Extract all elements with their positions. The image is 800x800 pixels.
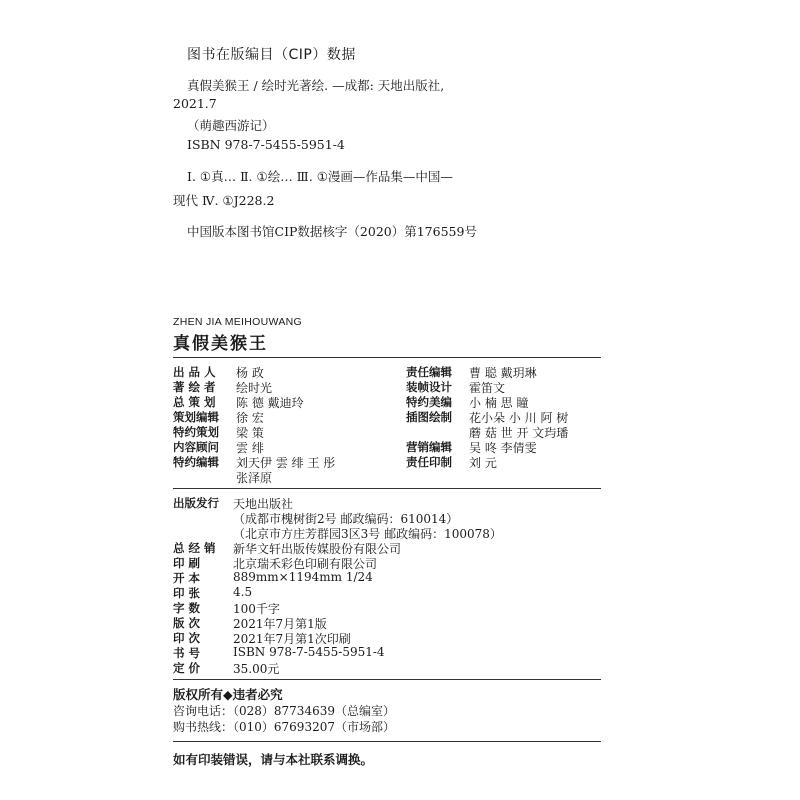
pub-info-value: 35.00元 <box>233 662 280 676</box>
credit-names: 吴 咚 李倩雯 <box>469 441 537 455</box>
misprint-notice: 如有印装错误，请与本社联系调换。 <box>173 752 374 767</box>
credit-role: 总 策 划 <box>173 395 216 409</box>
credit-role: 特约策划 <box>173 425 219 439</box>
credit-row <box>406 454 497 471</box>
credit-role: 策划编辑 <box>173 410 219 424</box>
copyright-notice: 版权所有◆违者必究 <box>173 687 283 702</box>
credit-role: 插图绘制 <box>406 410 452 424</box>
pub-info-value: 889mm×1194mm 1/24 <box>233 570 373 584</box>
pub-info-value: ISBN 978-7-5455-5951-4 <box>233 645 385 659</box>
pub-info-row <box>173 585 252 601</box>
publisher-address: （成都市槐树街2号 邮政编码：610014） <box>233 512 459 526</box>
credit-names: 蘑 菇 世 开 文玙璠 <box>469 426 569 440</box>
credit-names: 杨 政 <box>236 366 264 380</box>
cip-line: Ⅰ. ①真… Ⅱ. ①绘… Ⅲ. ①漫画—作品集—中国— <box>187 169 453 184</box>
pub-info-row <box>173 645 385 661</box>
pub-info-label: 总 经 销 <box>173 541 216 555</box>
divider <box>173 741 601 742</box>
pub-info-label: 印 刷 <box>173 556 201 570</box>
divider <box>173 679 601 680</box>
publisher-name: 天地出版社 <box>233 497 294 511</box>
credit-role: 内容顾问 <box>173 440 219 454</box>
pub-info-value: 2021年7月第1次印刷 <box>233 632 351 646</box>
publisher-label: 出版发行 <box>173 496 219 510</box>
pub-info-row <box>173 660 279 677</box>
pub-info-value: 4.5 <box>233 585 253 599</box>
credit-names: 刘天伊 雲 绯 王 彤 <box>236 456 336 470</box>
cip-line: （萌趣西游记） <box>187 118 275 133</box>
credit-names: 绘时光 <box>236 381 273 395</box>
pub-info-value: 100千字 <box>233 602 280 616</box>
credit-role: 著 绘 者 <box>173 380 216 394</box>
pub-info-value: 2021年7月第1版 <box>233 617 327 631</box>
contact-line: 购书热线：（010）67693207（市场部） <box>173 720 395 734</box>
credit-role: 责任编辑 <box>406 365 452 379</box>
pub-info-label: 开 本 <box>173 571 201 585</box>
credit-names: 梁 策 <box>236 426 264 440</box>
cip-line: 2021.7 <box>173 96 217 111</box>
credit-role: 特约编辑 <box>173 455 219 469</box>
credit-role: 营销编辑 <box>406 440 452 454</box>
publisher-address: （北京市方庄芳群园3区3号 邮政编码：100078） <box>233 527 502 541</box>
cip-line: 现代 Ⅳ. ①J228.2 <box>173 193 275 208</box>
pub-info-row <box>173 570 373 586</box>
cip-line: 中国版本图书馆CIP数据核字（2020）第176559号 <box>187 224 477 239</box>
divider <box>173 357 601 358</box>
pub-info-label: 印 张 <box>173 586 201 600</box>
contact-line: 咨询电话：（028）87734639（总编室） <box>173 704 395 718</box>
pub-info-value: 新华文轩出版传媒股份有限公司 <box>233 542 402 556</box>
cip-line: 真假美猴王 / 绘时光著绘. —成都: 天地出版社, <box>187 78 445 93</box>
credit-names: 小 楠 思 瞳 <box>469 396 529 410</box>
credit-role: 特约美编 <box>406 395 452 409</box>
credit-names: 徐 宏 <box>236 411 264 425</box>
pub-info-label: 定 价 <box>173 661 201 675</box>
credit-role <box>173 469 236 486</box>
credit-row <box>173 469 272 486</box>
credit-role: 责任印制 <box>406 455 452 469</box>
cip-heading: 图书在版编目（CIP）数据 <box>187 47 356 63</box>
pub-info-label: 版 次 <box>173 616 201 630</box>
credit-names: 陈 德 戴迪玲 <box>236 396 304 410</box>
pub-info-label: 字 数 <box>173 601 201 615</box>
book-title: 真假美猴王 <box>173 334 268 354</box>
pub-info-label: 书 号 <box>173 646 201 660</box>
book-title-pinyin: ZHEN JIA MEIHOUWANG <box>173 316 302 328</box>
cip-line: ISBN 978-7-5455-5951-4 <box>187 137 345 152</box>
credit-names: 霍笛文 <box>469 381 506 395</box>
credit-role: 装帧设计 <box>406 380 452 394</box>
credit-role: 出 品 人 <box>173 365 216 379</box>
credit-names: 刘 元 <box>469 456 497 470</box>
pub-info-label: 印 次 <box>173 631 201 645</box>
credit-names: 曹 聪 戴玥琳 <box>469 366 537 380</box>
credit-names: 雲 绯 <box>236 441 264 455</box>
divider <box>173 488 601 489</box>
pub-info-value: 北京瑞禾彩色印刷有限公司 <box>233 557 378 571</box>
credit-names: 花小朵 小 川 阿 树 <box>469 411 569 425</box>
credit-names: 张泽原 <box>236 471 273 485</box>
